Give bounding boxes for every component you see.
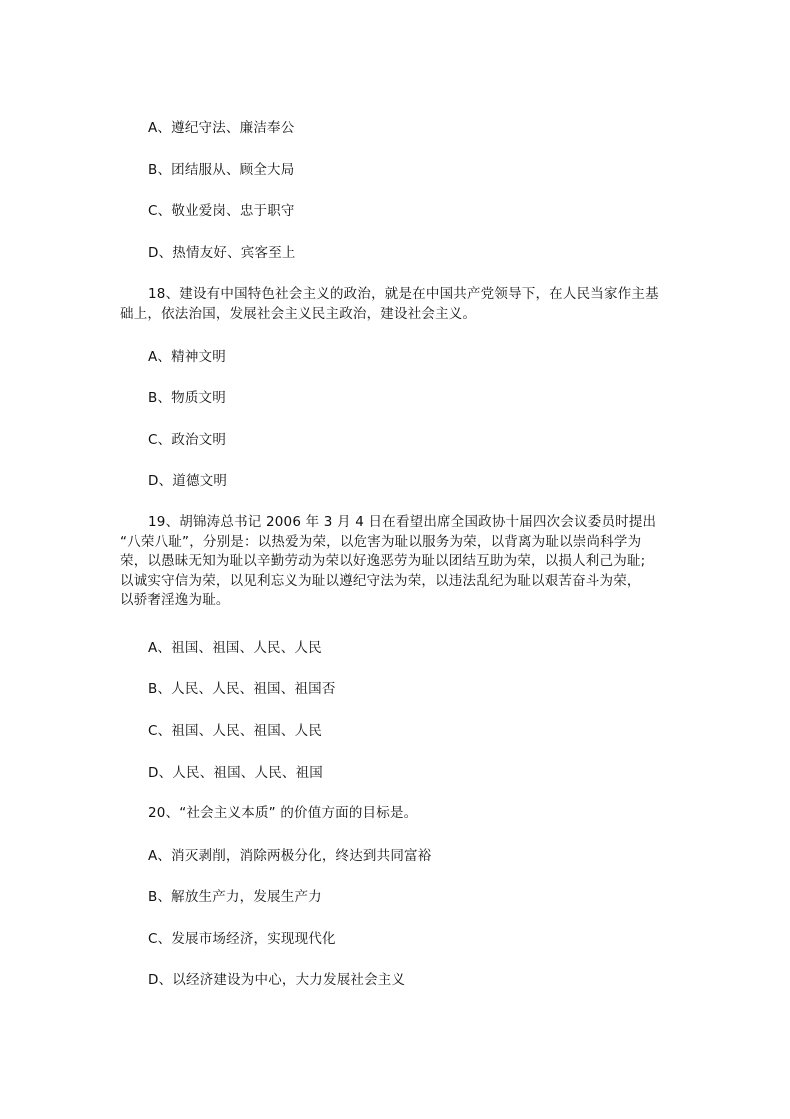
option-c: C、发展市场经济，实现现代化 bbox=[148, 931, 336, 947]
option-b: B、解放生产力，发展生产力 bbox=[148, 889, 322, 905]
question-19-stem bbox=[120, 513, 656, 611]
question-stem-line: “八荣八耻”，分别是：以热爱为荣，以危害为耻以服务为荣，以背离为耻以崇尚科学为 bbox=[120, 533, 642, 550]
question-20-stem bbox=[120, 804, 417, 824]
option-d: D、热情友好、宾客至上 bbox=[148, 245, 296, 261]
option-a: A、遵纪守法、廉洁奉公 bbox=[148, 120, 295, 136]
option-d: D、人民、祖国、人民、祖国 bbox=[148, 765, 323, 781]
option-c: C、祖国、人民、祖国、人民 bbox=[148, 723, 323, 739]
question-stem-line: 础上，依法治国，发展社会主义民主政治，建设社会主义。 bbox=[120, 305, 477, 322]
option-a: A、精神文明 bbox=[148, 349, 226, 365]
option-c: C、政治文明 bbox=[148, 432, 227, 448]
option-b: B、团结服从、顾全大局 bbox=[148, 162, 295, 178]
option-b: B、人民、人民、祖国、祖国否 bbox=[148, 681, 336, 697]
question-stem-line: 荣，以愚昧无知为耻以辛勤劳动为荣以好逸恶劳为耻以团结互助为荣，以损人利己为耻; bbox=[120, 553, 646, 569]
option-a: A、祖国、祖国、人民、人民 bbox=[148, 640, 322, 656]
option-d: D、以经济建设为中心，大力发展社会主义 bbox=[148, 972, 406, 988]
option-a: A、消灭剥削，消除两极分化，终达到共同富裕 bbox=[148, 848, 432, 864]
question-stem-line: 20、“社会主义本质” 的价值方面的目标是。 bbox=[148, 805, 418, 821]
question-stem-line: 以诚实守信为荣，以见利忘义为耻以遵纪守法为荣，以违法乱纪为耻以艰苦奋斗为荣， bbox=[120, 572, 641, 589]
option-b: B、物质文明 bbox=[148, 390, 226, 406]
question-stem-line: 18、建设有中国特色社会主义的政治，就是在中国共产党领导下，在人民当家作主基 bbox=[148, 286, 659, 302]
question-18-stem bbox=[120, 285, 659, 324]
question-stem-line: 以骄奢淫逸为耻。 bbox=[120, 592, 230, 608]
option-c: C、敬业爱岗、忠于职守 bbox=[148, 203, 295, 219]
option-d: D、道德文明 bbox=[148, 473, 228, 489]
question-stem-line: 19、胡锦涛总书记 2006 年 3 月 4 日在看望出席全国政协十届四次会议委员时提出 bbox=[148, 514, 657, 530]
